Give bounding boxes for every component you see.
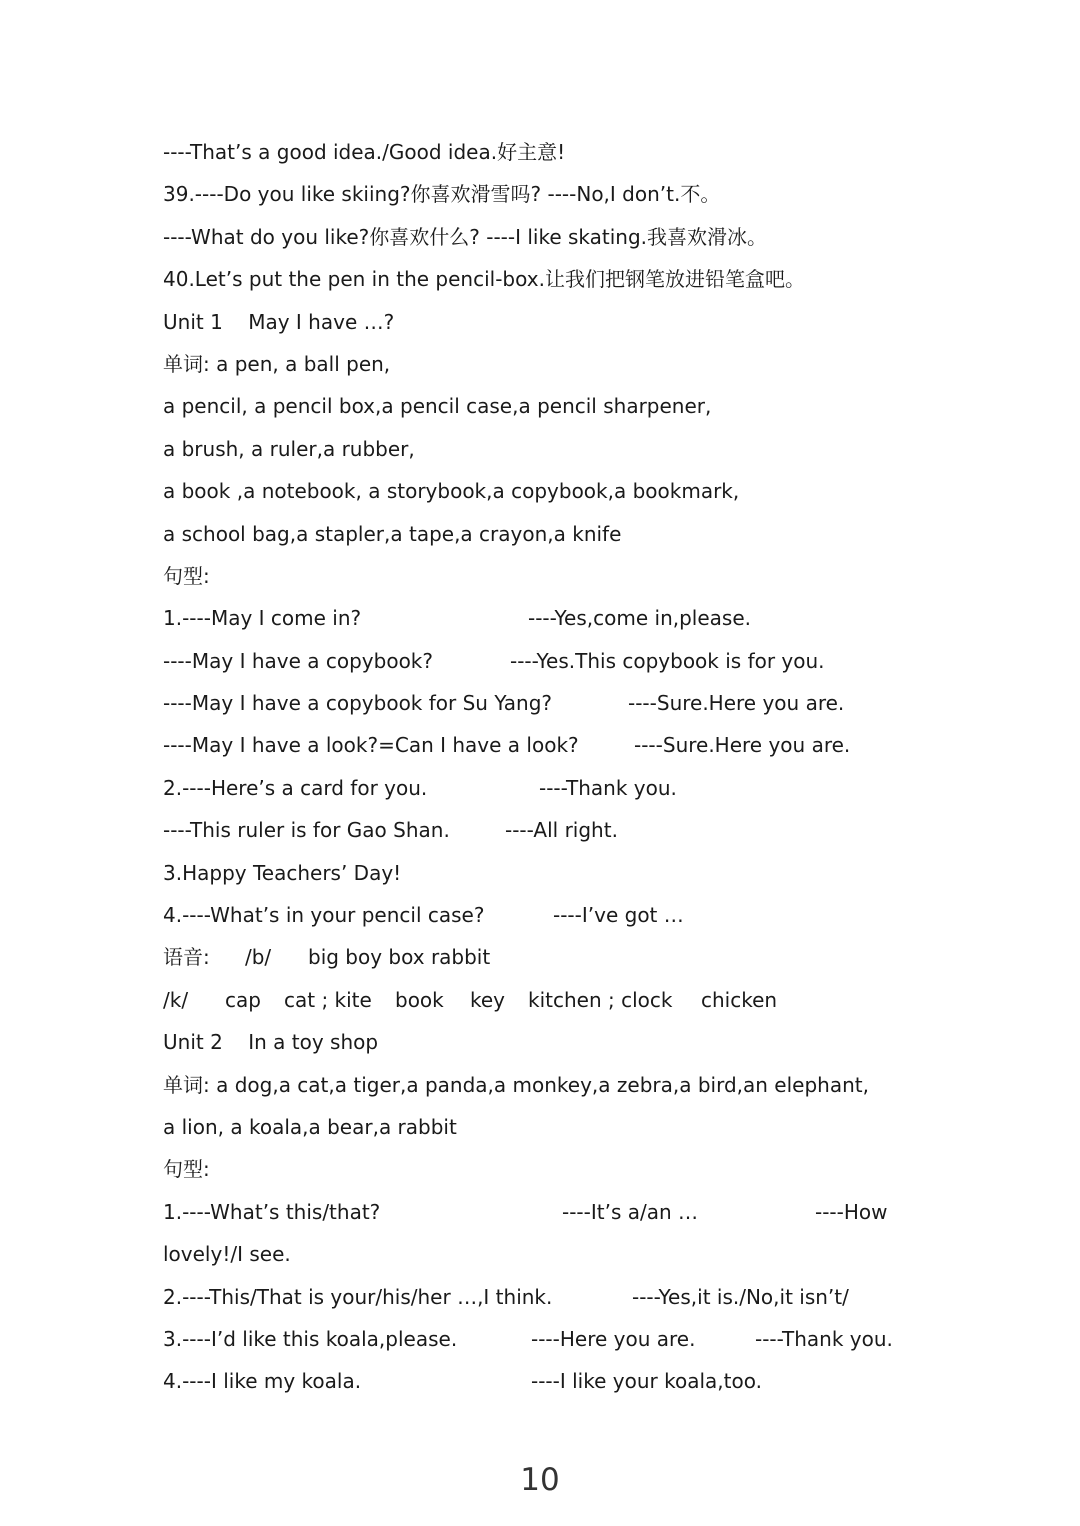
text-line — [163, 301, 963, 343]
text-segment: /b/ — [245, 945, 272, 970]
text-segment: ----May I have a copybook for Su Yang? — [163, 691, 553, 716]
text-segment: /k/ — [163, 987, 189, 1012]
text-segment: 单词: a pen, a ball pen, — [163, 351, 391, 376]
text-segment: ----It’s a/an … — [562, 1199, 699, 1224]
text-line — [163, 1148, 963, 1190]
text-segment: a school bag,a stapler,a tape,a crayon,a knife — [163, 521, 622, 546]
text-segment: ----I’ve got … — [553, 903, 684, 928]
text-line — [163, 258, 963, 300]
text-segment: book — [395, 987, 444, 1012]
text-line — [163, 724, 963, 766]
text-segment: 39.----Do you like skiing?你喜欢滑雪吗? ----No,I don’t.不。 — [163, 182, 721, 207]
text-segment: 2.----This/That is your/his/her …,I think. — [163, 1284, 553, 1309]
text-segment: ----How — [815, 1199, 888, 1224]
text-line — [163, 1233, 963, 1275]
text-line — [163, 682, 963, 724]
text-segment: 句型: — [163, 563, 210, 588]
text-segment: ----All right. — [505, 818, 618, 843]
text-line — [163, 1191, 963, 1233]
text-segment: key — [470, 987, 506, 1012]
text-segment: 4.----I like my koala. — [163, 1369, 362, 1394]
text-line — [163, 131, 963, 173]
text-segment: 语音: — [163, 945, 210, 970]
text-segment: cap — [225, 987, 261, 1012]
text-segment: 40.Let’s put the pen in the pencil-box.让我们把钢笔放进铅笔盒吧。 — [163, 267, 805, 292]
text-segment: 2.----Here’s a card for you. — [163, 775, 428, 800]
text-line — [163, 979, 963, 1021]
text-line — [163, 216, 963, 258]
text-segment: lovely!/I see. — [163, 1242, 291, 1267]
text-segment: big boy box rabbit — [308, 945, 491, 970]
text-line — [163, 385, 963, 427]
text-line — [163, 1318, 963, 1360]
text-segment: ----Sure.Here you are. — [634, 733, 851, 758]
text-segment: ----I like your koala,too. — [531, 1369, 762, 1394]
text-segment: ----May I have a look?=Can I have a look? — [163, 733, 579, 758]
text-line — [163, 852, 963, 894]
page-number: 10 — [520, 1462, 560, 1498]
text-segment: ----Thank you. — [539, 775, 677, 800]
text-segment: 3.----I’d like this koala,please. — [163, 1326, 458, 1351]
text-line — [163, 894, 963, 936]
text-segment: Unit 2 In a toy shop — [163, 1030, 379, 1055]
text-line — [163, 767, 963, 809]
text-segment: 1.----May I come in? — [163, 606, 362, 631]
text-line — [163, 1064, 963, 1106]
text-line — [163, 513, 963, 555]
text-line — [163, 1021, 963, 1063]
text-segment: kitchen ; clock — [528, 987, 673, 1012]
text-line — [163, 428, 963, 470]
text-segment: 1.----What’s this/that? — [163, 1199, 381, 1224]
text-segment: a lion, a koala,a bear,a rabbit — [163, 1114, 457, 1139]
text-line — [163, 1360, 963, 1402]
text-segment: ----This ruler is for Gao Shan. — [163, 818, 450, 843]
text-segment: chicken — [701, 987, 778, 1012]
text-segment: ----That’s a good idea./Good idea.好主意! — [163, 140, 566, 164]
text-line — [163, 809, 963, 851]
text-segment: a brush, a ruler,a rubber, — [163, 436, 415, 461]
text-segment: ----Yes,come in,please. — [528, 606, 751, 631]
text-line — [163, 640, 963, 682]
text-line — [163, 1276, 963, 1318]
text-line — [163, 343, 963, 385]
text-segment: cat ; kite — [284, 987, 372, 1012]
text-body — [163, 131, 963, 1403]
text-line — [163, 936, 963, 978]
text-line — [163, 1106, 963, 1148]
text-segment: a book ,a notebook, a storybook,a copybook,a bookmark, — [163, 479, 740, 504]
text-segment: ----What do you like?你喜欢什么? ----I like skating.我喜欢滑冰。 — [163, 224, 768, 249]
text-line — [163, 470, 963, 512]
text-segment: 4.----What’s in your pencil case? — [163, 903, 485, 928]
text-segment: a pencil, a pencil box,a pencil case,a pencil sharpener, — [163, 394, 712, 419]
text-line — [163, 173, 963, 215]
text-segment: 单词: a dog,a cat,a tiger,a panda,a monkey,a zebra,a bird,an elephant, — [163, 1072, 869, 1097]
text-line — [163, 597, 963, 639]
text-line — [163, 555, 963, 597]
text-segment: Unit 1 May I have …? — [163, 309, 395, 334]
text-segment: ----May I have a copybook? — [163, 648, 433, 673]
text-segment: ----Yes.This copybook is for you. — [510, 648, 825, 673]
text-segment: ----Sure.Here you are. — [628, 691, 845, 716]
text-segment: ----Thank you. — [755, 1326, 893, 1351]
text-segment: 3.Happy Teachers’ Day! — [163, 860, 402, 885]
text-segment: ----Here you are. — [531, 1326, 696, 1351]
text-segment: ----Yes,it is./No,it isn’t/ — [632, 1284, 849, 1309]
text-segment: 句型: — [163, 1157, 210, 1182]
